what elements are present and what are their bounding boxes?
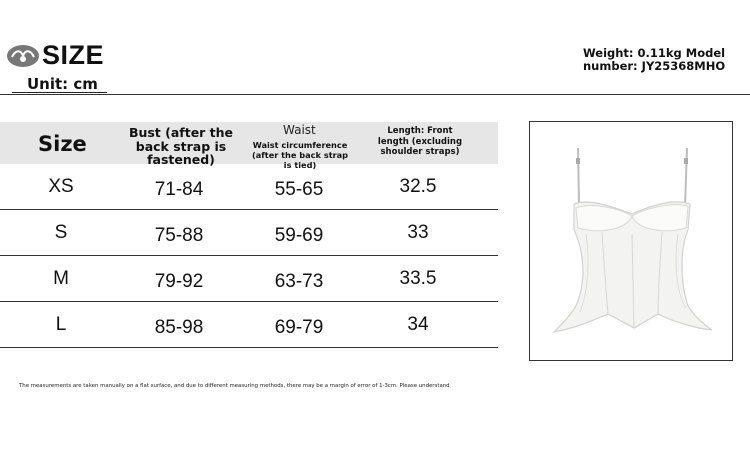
bust-cell: 79-92 — [154, 271, 204, 292]
measurement-note: The measurements are taken manually on a flat surface, and due to different measuring methods, there may be a margin of error of 1-3cm. Please understand — [19, 383, 450, 389]
waist-cell: 69-79 — [274, 317, 324, 338]
product-image — [529, 121, 733, 361]
page-title: SIZE — [42, 40, 105, 70]
column-header-size: Size — [38, 132, 87, 156]
size-cell: XS — [48, 176, 74, 197]
length-cell: 34 — [407, 314, 429, 335]
weight-model-info: Weight: 0.11kg Model number: JY25368MHO — [583, 46, 726, 73]
column-header-waist: Waist circumference (after the back strap is tied) — [251, 140, 349, 170]
column-header-waist-overlay: Waist — [283, 123, 316, 137]
waist-cell: 55-65 — [274, 179, 324, 200]
length-cell: 32.5 — [399, 176, 437, 197]
size-cell: S — [54, 222, 68, 243]
unit-underline — [12, 92, 107, 93]
bust-cell: 75-88 — [154, 225, 204, 246]
corset-top-illustration — [530, 122, 732, 360]
size-table — [0, 122, 498, 348]
column-header-bust: Bust (after the back strap is fastened) — [128, 125, 234, 167]
column-header-length: Length: Front length (excluding shoulder straps) — [377, 126, 463, 157]
waist-cell: 63-73 — [274, 271, 324, 292]
table-row — [0, 302, 498, 348]
size-cell: M — [53, 268, 69, 289]
table-header — [0, 122, 498, 170]
length-cell: 33.5 — [399, 268, 437, 289]
length-cell: 33 — [407, 222, 429, 243]
unit-label: Unit: cm — [27, 75, 98, 93]
brand-logo-icon — [6, 44, 40, 68]
bust-cell: 85-98 — [154, 317, 204, 338]
size-cell: L — [55, 314, 67, 335]
table-row — [0, 256, 498, 302]
bust-cell: 71-84 — [154, 179, 204, 200]
table-row — [0, 164, 498, 210]
header-divider — [0, 94, 750, 95]
waist-cell: 59-69 — [274, 225, 324, 246]
table-row — [0, 210, 498, 256]
